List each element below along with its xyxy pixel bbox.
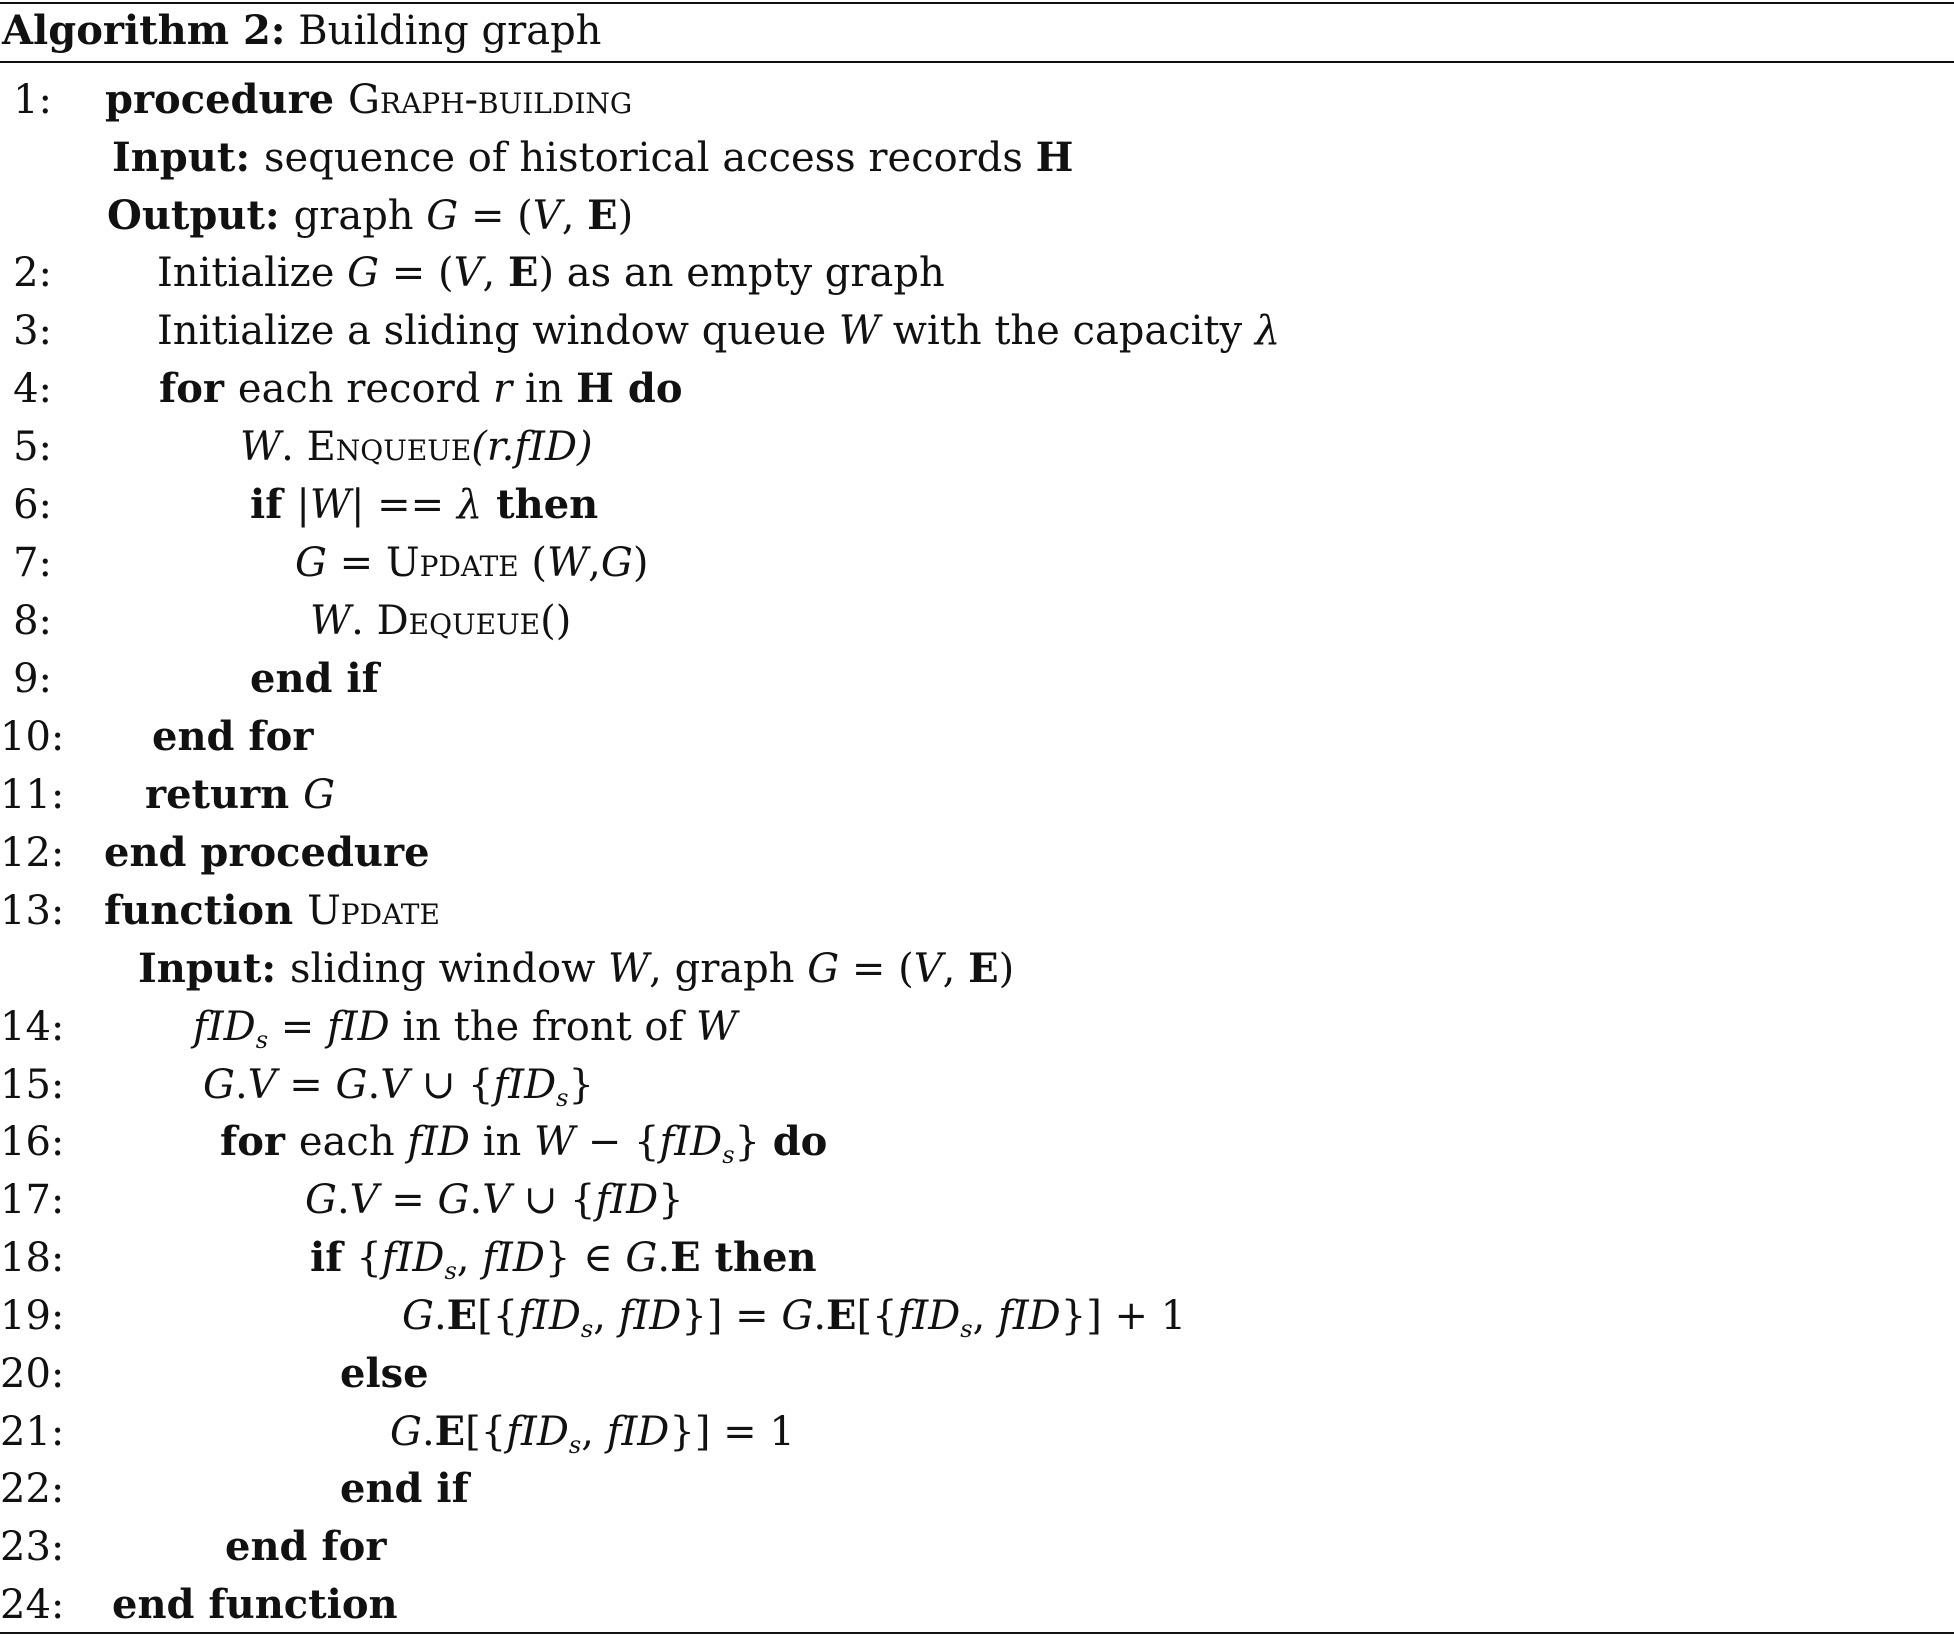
- code-token: }: [658, 1177, 684, 1223]
- code-token: G: [347, 250, 380, 296]
- line-number: 13:: [0, 888, 65, 934]
- code-token: fID: [381, 1235, 445, 1281]
- code-token: G: [437, 1177, 470, 1223]
- code-token: .: [421, 1409, 435, 1455]
- line-code: [112, 130, 1073, 186]
- code-token: G: [203, 1062, 235, 1108]
- code-token: Graph-building: [348, 77, 633, 123]
- code-token: for: [159, 365, 238, 412]
- line-number: 24:: [0, 1582, 65, 1628]
- line-code: [310, 593, 571, 649]
- code-token: G: [390, 1409, 422, 1455]
- line-code: [250, 651, 379, 707]
- code-token: G: [807, 946, 840, 992]
- code-token: ,: [972, 1293, 999, 1339]
- code-token: do: [772, 1118, 828, 1165]
- code-token: }] + 1: [1060, 1293, 1187, 1339]
- code-token: s: [568, 1431, 582, 1459]
- code-token: E: [968, 945, 999, 992]
- code-token: (: [518, 540, 548, 586]
- code-token: E: [670, 1234, 701, 1281]
- code-token: | ==: [350, 482, 457, 528]
- top-rule: [0, 2, 1954, 4]
- code-token: .: [234, 1062, 248, 1108]
- code-token: }: [734, 1119, 773, 1165]
- code-token: G: [305, 1177, 337, 1223]
- code-token: λ: [456, 482, 483, 528]
- code-token: .: [657, 1235, 671, 1281]
- bottom-rule: [0, 1632, 1954, 1634]
- line-number: 20:: [0, 1351, 65, 1397]
- line-number: 11:: [0, 772, 65, 818]
- code-token: E: [587, 192, 618, 239]
- code-token: [{: [477, 1293, 519, 1339]
- code-token: G: [781, 1293, 814, 1339]
- code-token: sequence of historical access records: [264, 135, 1036, 181]
- code-token: W: [696, 1004, 738, 1050]
- code-token: fID: [606, 1409, 670, 1455]
- code-token: ∪ {: [511, 1177, 596, 1223]
- line-number: 10:: [0, 714, 65, 760]
- code-token: fID: [897, 1293, 961, 1339]
- code-token: ,: [588, 540, 601, 586]
- code-token: Input:: [112, 134, 265, 181]
- code-token: (r.fID): [471, 424, 593, 470]
- line-code: [250, 477, 598, 533]
- code-token: E: [826, 1292, 857, 1339]
- line-number: 5:: [13, 424, 52, 470]
- code-token: }] =: [681, 1293, 782, 1339]
- code-token: V: [453, 250, 483, 296]
- code-token: = (: [379, 250, 454, 296]
- code-token: V: [913, 946, 943, 992]
- code-token: V: [247, 1062, 277, 1108]
- line-code: [157, 303, 1280, 359]
- code-token: E: [446, 1292, 478, 1339]
- caption-rule: [0, 61, 1954, 63]
- code-token: =: [276, 1062, 336, 1108]
- code-token: in the front of: [389, 1004, 697, 1050]
- code-token: W: [240, 424, 282, 470]
- code-token: ): [998, 946, 1015, 992]
- code-token: each: [298, 1119, 408, 1165]
- code-token: function: [104, 887, 308, 934]
- code-token: end if: [340, 1465, 469, 1512]
- code-token: ): [632, 540, 649, 586]
- code-token: E: [434, 1408, 466, 1455]
- line-number: 4:: [13, 366, 52, 412]
- code-token: fID: [506, 1409, 569, 1455]
- code-token: .: [336, 1177, 350, 1223]
- code-token: = (: [839, 946, 914, 992]
- code-token: s: [444, 1257, 457, 1285]
- code-token: }] = 1: [669, 1409, 795, 1455]
- code-token: V: [380, 1062, 410, 1108]
- line-code: [104, 883, 440, 939]
- code-token: }: [568, 1062, 594, 1108]
- code-token: if: [310, 1234, 357, 1281]
- code-token: Initialize: [157, 250, 348, 296]
- code-token: then: [482, 481, 599, 528]
- line-number: 23:: [0, 1524, 65, 1570]
- code-token: graph: [293, 193, 427, 239]
- code-token: end if: [250, 655, 379, 702]
- code-token: G: [295, 540, 327, 586]
- code-token: s: [580, 1315, 594, 1343]
- code-token: W: [838, 308, 881, 354]
- line-number: 15:: [0, 1062, 65, 1108]
- line-code: [225, 1519, 386, 1575]
- code-token: H: [576, 365, 614, 412]
- code-token: ,: [942, 946, 969, 992]
- code-token: fID: [326, 1004, 390, 1050]
- code-token: s: [556, 1084, 569, 1112]
- code-token: W: [608, 946, 650, 992]
- code-token: ,: [581, 1409, 607, 1455]
- code-token: } ∈: [544, 1235, 626, 1281]
- code-token: V: [532, 193, 562, 239]
- code-token: fID: [407, 1119, 470, 1165]
- code-token: G: [426, 193, 459, 239]
- code-token: for: [220, 1118, 299, 1165]
- code-token: sliding window: [290, 946, 609, 992]
- code-token: then: [700, 1234, 817, 1281]
- code-token: s: [960, 1315, 973, 1343]
- line-code: [240, 419, 593, 475]
- code-token: W: [533, 1119, 576, 1165]
- code-token: end for: [225, 1523, 387, 1570]
- code-token: Initialize a sliding window queue: [157, 308, 839, 354]
- code-token: with the capacity: [880, 308, 1255, 354]
- code-token: procedure: [105, 76, 349, 123]
- line-number: 16:: [0, 1119, 65, 1165]
- code-token: Update: [307, 888, 440, 934]
- line-number: 1:: [13, 77, 52, 123]
- code-token: return: [145, 771, 304, 818]
- line-number: 17:: [0, 1177, 65, 1223]
- code-token: E: [507, 249, 539, 296]
- line-number: 22:: [0, 1466, 65, 1512]
- code-token: W: [310, 598, 352, 644]
- code-token: .: [281, 424, 307, 470]
- code-token: .: [469, 1177, 483, 1223]
- code-token: =: [326, 540, 386, 586]
- code-token: fID: [193, 1004, 256, 1050]
- code-token: G: [600, 540, 633, 586]
- code-token: Update: [385, 540, 519, 586]
- code-token: (): [540, 598, 572, 644]
- line-number: 21:: [0, 1409, 65, 1455]
- line-code: [157, 245, 945, 301]
- code-token: each record: [237, 366, 494, 412]
- code-token: V: [349, 1177, 379, 1223]
- line-code: [295, 535, 648, 591]
- code-token: W: [547, 540, 589, 586]
- code-token: .: [813, 1293, 827, 1339]
- code-token: end for: [152, 713, 314, 760]
- line-number: 6:: [13, 482, 52, 528]
- code-token: end procedure: [104, 829, 430, 876]
- line-code: [305, 1172, 684, 1228]
- line-code: [152, 709, 313, 765]
- code-token: .: [367, 1062, 381, 1108]
- code-token: G: [625, 1235, 658, 1281]
- line-number: 9:: [13, 656, 52, 702]
- code-token: ,: [482, 250, 508, 296]
- line-number: 12:: [0, 830, 65, 876]
- line-code: [138, 941, 1014, 997]
- line-code: [104, 825, 430, 881]
- code-token: Enqueue: [306, 424, 472, 470]
- line-number: 7:: [13, 540, 52, 586]
- code-token: {: [356, 1235, 382, 1281]
- code-token: fID: [493, 1062, 557, 1108]
- code-token: fID: [518, 1293, 581, 1339]
- line-code: [112, 1577, 398, 1633]
- code-token: fID: [659, 1119, 723, 1165]
- code-token: =: [378, 1177, 438, 1223]
- code-token: s: [255, 1026, 269, 1054]
- code-token: V: [482, 1177, 512, 1223]
- code-token: [{: [465, 1409, 507, 1455]
- code-token: if: [250, 481, 297, 528]
- line-number: 2:: [13, 250, 52, 296]
- code-token: , graph: [649, 946, 808, 992]
- code-token: in: [469, 1119, 534, 1165]
- code-token: in: [512, 366, 577, 412]
- code-token: ,: [561, 193, 588, 239]
- line-code: [145, 767, 335, 823]
- code-token: G: [335, 1062, 368, 1108]
- caption-label: Algorithm 2:: [2, 7, 286, 54]
- code-token: fID: [618, 1293, 682, 1339]
- code-token: |: [296, 482, 310, 528]
- code-token: fID: [998, 1293, 1061, 1339]
- code-token: else: [340, 1350, 429, 1397]
- code-token: s: [722, 1141, 735, 1169]
- code-token: ,: [456, 1235, 483, 1281]
- code-token: W: [309, 482, 351, 528]
- code-token: =: [268, 1004, 327, 1050]
- line-code: [159, 361, 683, 417]
- code-token: H: [1035, 134, 1074, 181]
- line-number: 18:: [0, 1235, 65, 1281]
- algorithm-caption: [2, 6, 601, 56]
- line-code: [340, 1346, 429, 1402]
- line-number: 3:: [13, 308, 52, 354]
- code-token: G: [303, 772, 336, 818]
- line-code: [107, 188, 633, 244]
- code-token: do: [613, 365, 683, 412]
- code-token: = (: [458, 193, 533, 239]
- code-token: ∪ {: [409, 1062, 494, 1108]
- code-token: .: [433, 1293, 447, 1339]
- code-token: fID: [482, 1235, 545, 1281]
- code-token: ): [617, 193, 634, 239]
- caption-title: Building graph: [298, 8, 602, 54]
- line-code: [402, 1288, 1186, 1357]
- code-token: − {: [575, 1119, 660, 1165]
- code-token: Dequeue: [376, 598, 541, 644]
- code-token: λ: [1254, 308, 1281, 354]
- code-token: ,: [593, 1293, 619, 1339]
- code-token: Output:: [107, 192, 294, 239]
- line-code: [105, 72, 632, 128]
- line-number: 8:: [13, 598, 52, 644]
- code-token: .: [351, 598, 377, 644]
- code-token: G: [402, 1293, 434, 1339]
- code-token: ) as an empty graph: [538, 250, 945, 296]
- code-token: [{: [856, 1293, 898, 1339]
- line-number: 14:: [0, 1004, 65, 1050]
- line-code: [340, 1461, 469, 1517]
- code-token: Input:: [138, 945, 291, 992]
- code-token: end function: [112, 1581, 398, 1628]
- line-number: 19:: [0, 1293, 65, 1339]
- code-token: r: [493, 366, 513, 412]
- code-token: fID: [595, 1177, 659, 1223]
